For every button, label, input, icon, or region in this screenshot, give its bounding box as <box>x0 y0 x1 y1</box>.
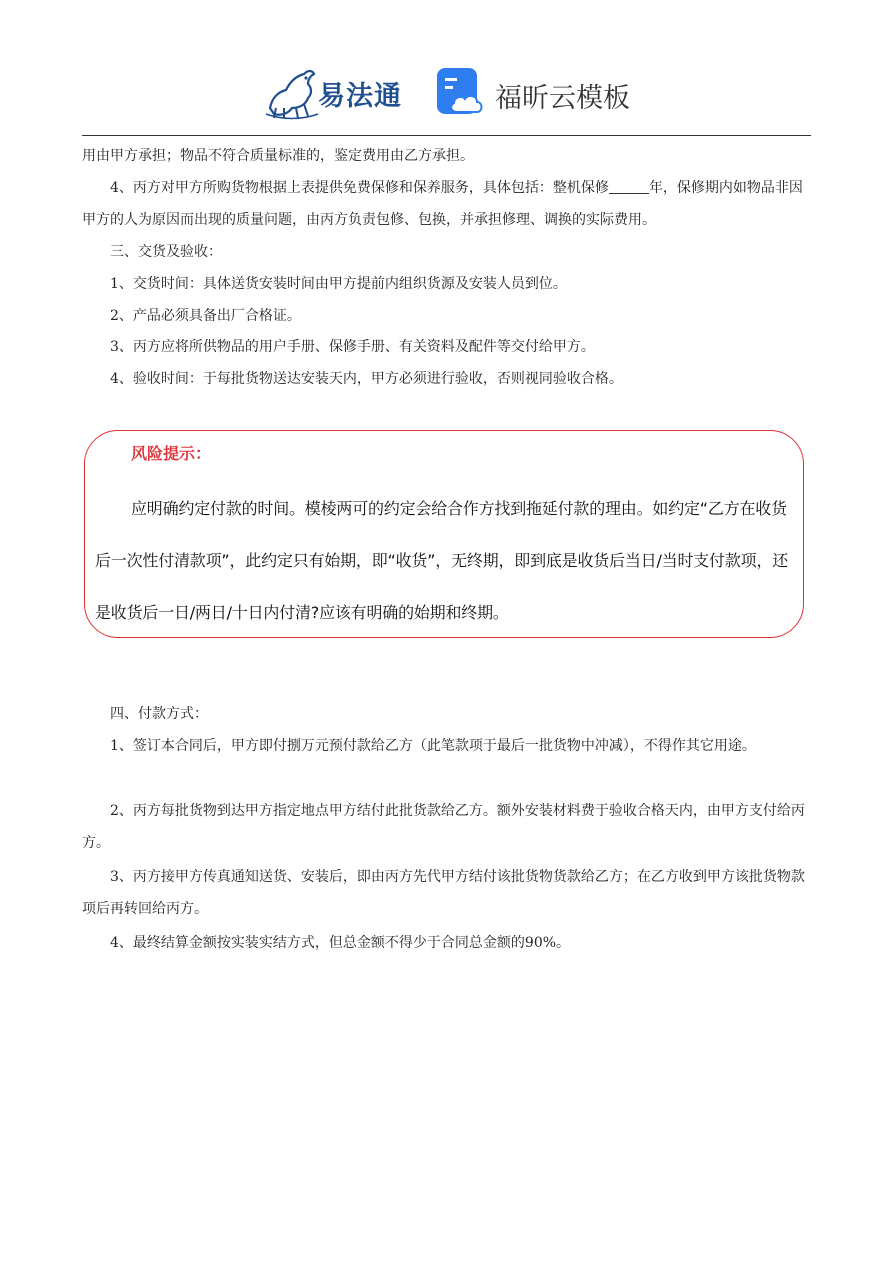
paragraph-text: 2、产品必须具备出厂合格证。 <box>110 308 301 324</box>
paragraph-item <box>82 861 812 925</box>
section-heading-text: 四、付款方式： <box>110 706 208 722</box>
paragraph-item <box>82 300 812 332</box>
section-heading <box>82 236 812 268</box>
risk-notice-box <box>84 430 804 638</box>
paragraph-text: 4、最终结算金额按实装实结方式，但总金额不得少于合同总金额的90%。 <box>110 935 571 951</box>
paragraph-item <box>82 730 812 762</box>
paragraph-warranty <box>82 172 812 236</box>
paragraph-text: 年，保修期内如物品非因甲方的人为原因而出现的质量问题，由丙方负责包修、包换，并承担修理、调换的实际费用。 <box>82 180 803 228</box>
risk-notice-text: 应明确约定付款的时间。模棱两可的约定会给合作方找到拖延付款的理由。如约定“乙方在收货后一次性付清款项”，此约定只有始期，即“收货”，无终期，即到底是收货后当日/当时支付款项，还是收货后一日/两日/十日内付清?应该有明确的始期和终期。 <box>95 499 789 622</box>
paragraph-text: 2、丙方每批货物到达甲方指定地点甲方结付此批货款给乙方。额外安装材料费于验收合格天内，由甲方支付给丙方。 <box>82 803 805 851</box>
yifatong-logo <box>262 64 422 122</box>
risk-notice-title: 风险提示： <box>131 444 212 463</box>
cloud-doc-icon <box>435 66 487 118</box>
paragraph-item <box>82 795 812 859</box>
paragraph-item <box>82 268 812 300</box>
paragraph-item <box>82 363 812 395</box>
blank-field <box>609 179 649 194</box>
paragraph-text: 1、签订本合同后，甲方即付捌万元预付款给乙方（此笔款项于最后一批货物中冲减），不得作其它用途。 <box>110 738 756 754</box>
section-heading <box>82 698 812 730</box>
paragraph-text: 3、丙方接甲方传真通知送货、安装后，即由丙方先代甲方结付该批货物货款给乙方；在乙方收到甲方该批货物款项后再转回给丙方。 <box>82 869 805 917</box>
fuxin-logo <box>435 66 645 122</box>
paragraph-cost <box>82 140 812 172</box>
paragraph-item <box>82 331 812 363</box>
section-heading-text: 三、交货及验收： <box>110 244 222 260</box>
yifatong-logo-text: 易法通 <box>318 81 402 112</box>
paragraph-text: 4、验收时间：于每批货物送达安装天内，甲方必须进行验收，否则视同验收合格。 <box>110 371 623 387</box>
paragraph-text: 1、交货时间：具体送货安装时间由甲方提前内组织货源及安装人员到位。 <box>110 276 567 292</box>
page-header <box>0 58 893 128</box>
header-divider <box>82 135 811 136</box>
paragraph-text: 用由甲方承担；物品不符合质量标准的，鉴定费用由乙方承担。 <box>82 148 474 164</box>
paragraph-item <box>82 927 812 959</box>
paragraph-text: 4、丙方对甲方所购货物根据上表提供免费保修和保养服务，具体包括：整机保修 <box>110 180 609 196</box>
qilin-icon <box>262 64 322 122</box>
fuxin-logo-text: 福昕云模板 <box>495 83 630 114</box>
paragraph-text: 3、丙方应将所供物品的用户手册、保修手册、有关资料及配件等交付给甲方。 <box>110 339 595 355</box>
